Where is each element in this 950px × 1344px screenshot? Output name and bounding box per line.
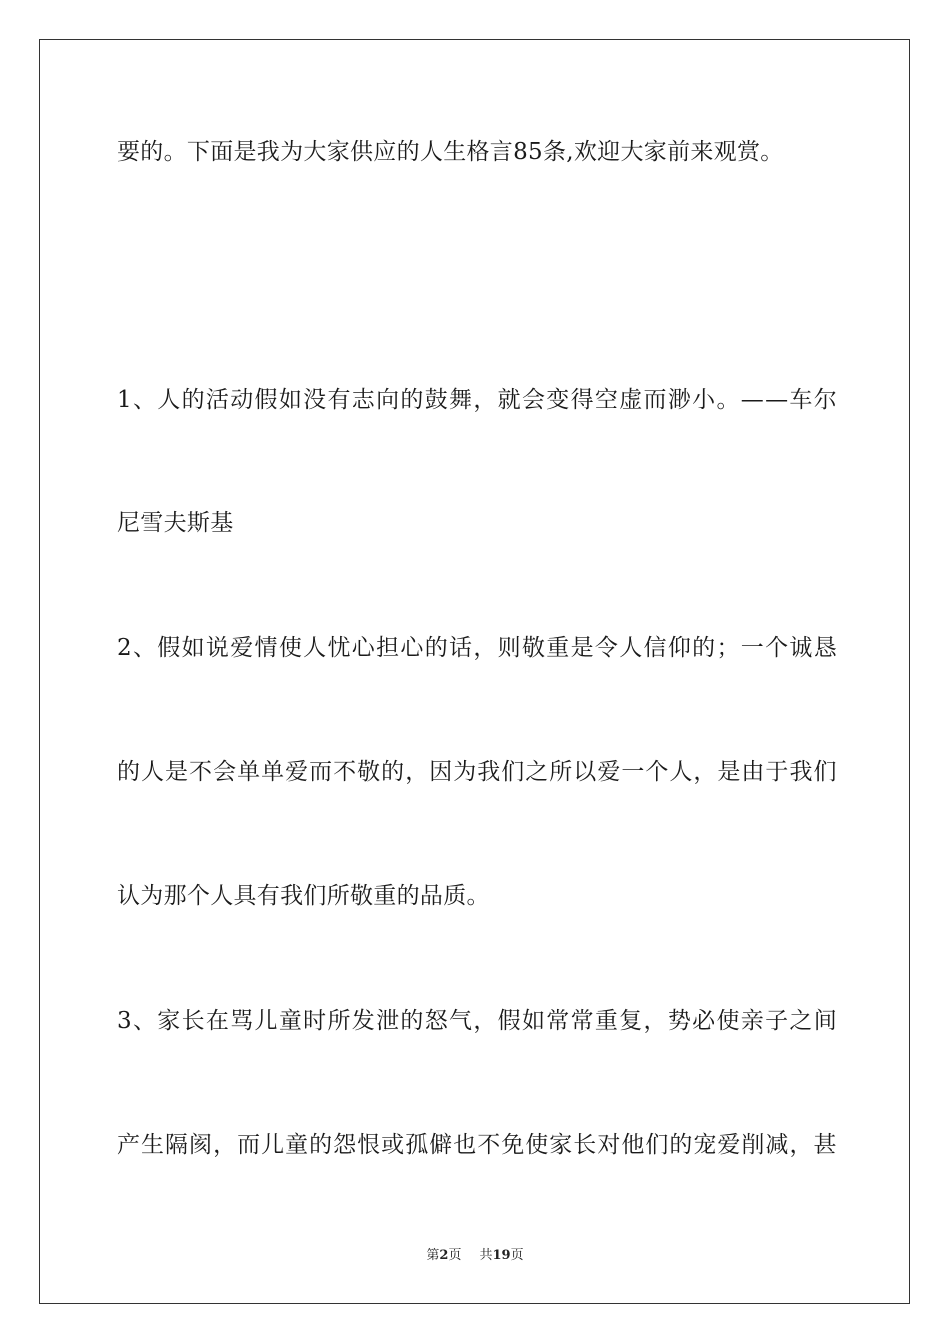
paragraph-line: 3 、 家 长 在 骂 儿 童 时 所 发 泄 的 怒 气 ， 假 如 常 常 重 复 ， 势 必 使 亲 子 之 间 [117, 1008, 837, 1034]
total-prefix: 共 [479, 1248, 493, 1263]
page-footer [0, 1248, 950, 1264]
paragraph-line: 1 、 人 的 活 动 假 如 没 有 志 向 的 鼓 舞 ， 就 会 变 得 空 虚 而 渺 小 。 — — 车 尔 [117, 387, 837, 413]
paragraph-line: 产 生 隔 阂 ， 而 儿 童 的 怨 恨 或 孤 僻 也 不 免 使 家 长 对 他 们 的 宠 爱 削 减 ， 甚 [117, 1132, 837, 1158]
total-pages: 19 [492, 1248, 511, 1263]
paragraph-line: 的 人 是 不 会 单 单 爱 而 不 敬 的 ， 因 为 我 们 之 所 以 爱 一 个 人 ， 是 由 于 我 们 [117, 759, 837, 785]
page-number: 2 [439, 1248, 449, 1263]
page-frame [39, 39, 910, 1304]
paragraph-line: 认为那个人具有我们所敬重的品质。 [117, 883, 490, 909]
page-suffix: 页 [448, 1248, 462, 1263]
page-prefix: 第 [426, 1248, 440, 1263]
paragraph-line: 2 、 假 如 说 爱 情 使 人 忧 心 担 心 的 话 ， 则 敬 重 是 令 人 信 仰 的 ； 一 个 诚 恳 [117, 635, 837, 661]
total-suffix: 页 [510, 1248, 524, 1263]
paragraph-line: 要的。下面是我为大家供应的人生格言85条,欢迎大家前来观赏。 [117, 139, 784, 165]
paragraph-line: 尼雪夫斯基 [117, 510, 234, 536]
